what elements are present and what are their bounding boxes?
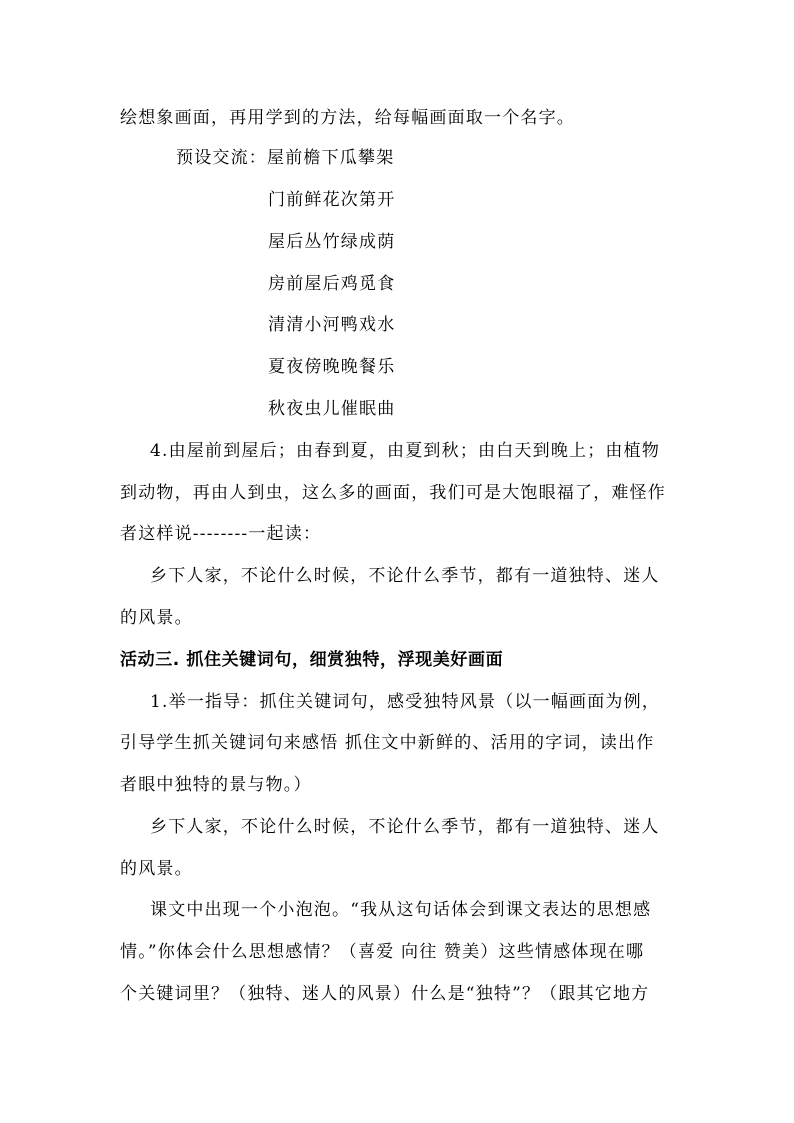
paragraph-line: 情。”你体会什么思想感情？（喜爱 向往 赞美）这些情感体现在哪	[120, 942, 645, 962]
scene-title-line: 夏夜傍晚晚餐乐	[268, 357, 396, 377]
scene-title-line: 门前鲜花次第开	[268, 190, 396, 210]
quote-line: 乡下人家，不论什么时候，不论什么季节，都有一道独特、迷人	[150, 566, 660, 586]
scene-title-line: 房前屋后鸡觅食	[268, 274, 396, 294]
paragraph-line: 绘想象画面，再用学到的方法，给每幅画面取一个名字。	[120, 108, 575, 128]
paragraph-line: 者眼中独特的景与物。）	[120, 775, 312, 795]
quote-line: 的风景。	[120, 608, 193, 628]
paragraph-line: 引导学生抓关键词句来感悟 抓住文中新鲜的、活用的字词，读出作	[120, 733, 655, 753]
preset-exchange-line: 预设交流：屋前檐下瓜攀架	[176, 148, 395, 168]
quote-line: 的风景。	[120, 859, 193, 879]
quote-line: 乡下人家，不论什么时候，不论什么季节，都有一道独特、迷人	[150, 817, 660, 837]
paragraph-line: 到动物，再由人到虫，这么多的画面，我们可是大饱眼福了，难怪作	[120, 483, 666, 503]
paragraph-line: 课文中出现一个小泡泡。“我从这句话体会到课文表达的思想感	[150, 900, 652, 920]
scene-title-line: 秋夜虫儿催眠曲	[268, 399, 396, 419]
section-heading: 活动三. 抓住关键词句，细赏独特，浮现美好画面	[120, 650, 504, 670]
paragraph-line: 个关键词里？（独特、迷人的风景）什么是“独特”？（跟其它地方	[120, 984, 650, 1004]
scene-title-line: 屋后丛竹绿成荫	[268, 232, 396, 252]
paragraph-line: 者这样说--------一起读：	[120, 524, 322, 544]
scene-title-line: 清清小河鸭戏水	[268, 315, 396, 335]
paragraph-line: 1.举一指导：抓住关键词句，感受独特风景（以一幅画面为例，	[150, 692, 661, 712]
paragraph-line: 4.由屋前到屋后；由春到夏，由夏到秋；由白天到晚上；由植物	[150, 441, 661, 461]
